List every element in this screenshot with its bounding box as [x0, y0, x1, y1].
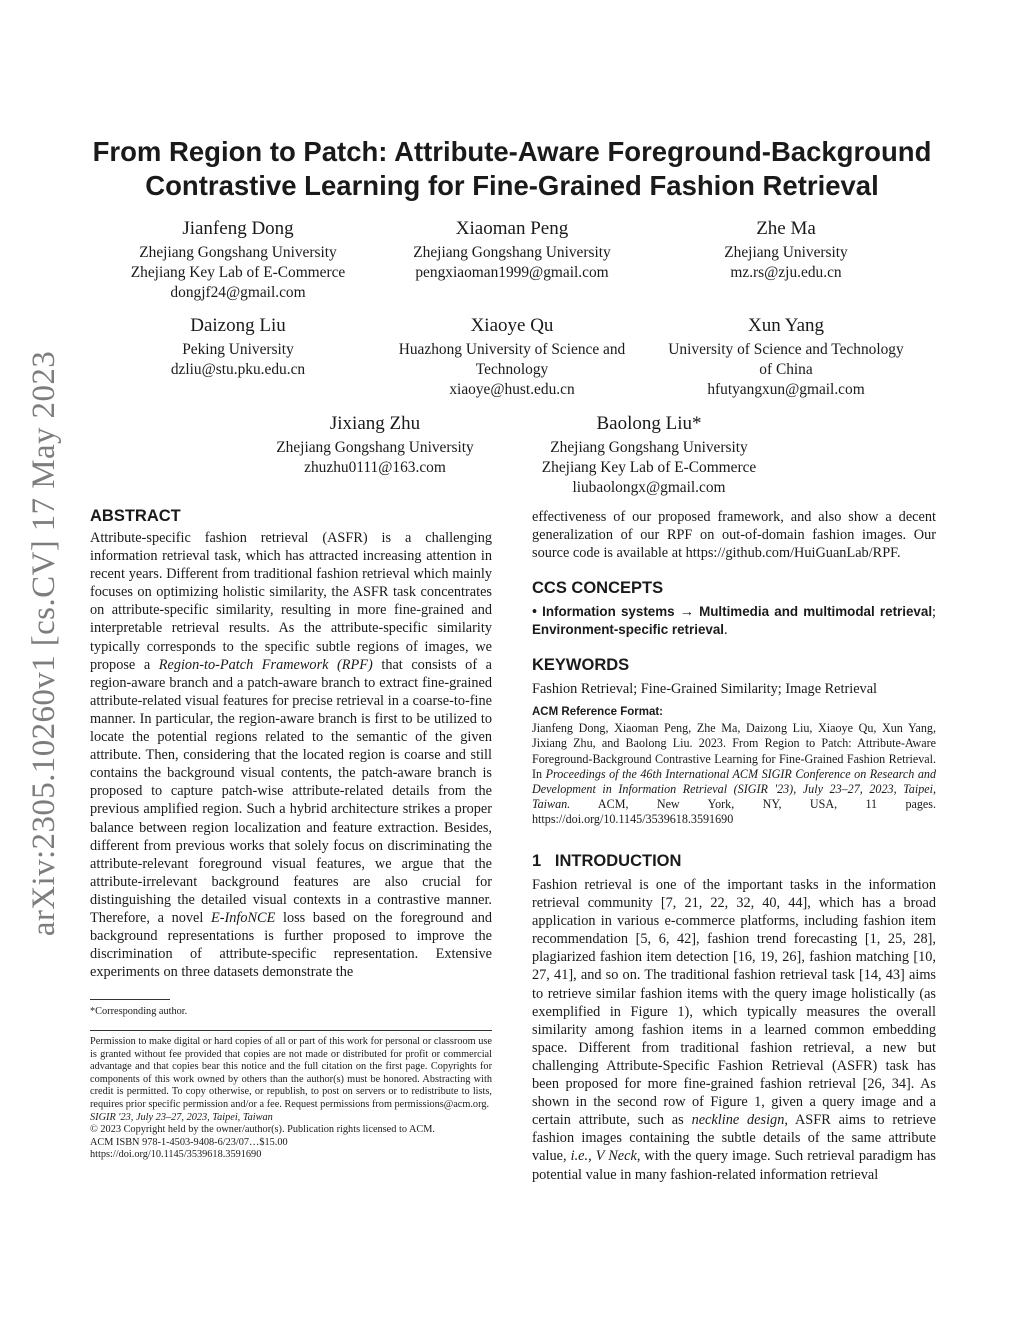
author-block — [372, 217, 652, 283]
author-name: Xiaoye Qu — [470, 315, 554, 336]
footnote-rule — [90, 999, 170, 1000]
ccs-concept: Information systems — [542, 604, 675, 619]
author-email: dzliu@stu.pku.edu.cn — [170, 361, 306, 378]
author-name: Xun Yang — [747, 315, 825, 336]
ccs-heading: CCS CONCEPTS — [532, 579, 664, 597]
ccs-section — [532, 578, 936, 639]
acm-reference-proceedings: Proceedings of the 46th International ACM SIGIR Conference on Research and Development in Information Retrieval (SIGIR '23), July 23–27, 2023, Taipei, Taiwan. — [532, 766, 936, 812]
permission-rule — [90, 1030, 492, 1031]
author-block — [98, 217, 378, 303]
abstract-text-part: Attribute-specific fashion retrieval (ASFR) is a challenging information retrieval task, which has attracted increasing attention in recent years. Different from traditional fashion retrieval which mainly focuses on optimizing holistic similarity, the ASFR task concentrates on attribute-specific similarity, resulting in more fine-grained and interpretable retrieval results. As the attribute-specific similarity typically corresponds to the specific subtle regions of images, we propose a — [90, 530, 492, 673]
abstract-einfonce-term: E-InfoNCE — [211, 909, 276, 926]
arxiv-stamp-text: arXiv:2305.10260v1 [cs.CV] 17 May 2023 — [26, 350, 63, 937]
author-block — [372, 314, 652, 400]
author-affiliation: Zhejiang Gongshang University — [139, 244, 337, 261]
abstract-section — [90, 506, 492, 981]
acm-reference-heading: ACM Reference Format: — [532, 706, 663, 718]
introduction-text-part: , ASFR aims to retrieve fashion images containing the subtle details of the same attribute value, — [532, 1112, 937, 1165]
acm-reference-text — [532, 721, 936, 827]
introduction-text-part: Fashion retrieval is one of the important tasks in the information retrieval community [7, 21, 22, 32, 40, 44], which has a broad application in various e-commerce platforms, including fashion item recommendation [5, 6, 42], fashion trend forecasting [1, 25, 28], plagiarized fashion item detection [16, 19, 26], fashion matching [10, 27, 41], and so on. The traditional fashion retrieval task [14, 43] aims to retrieve similar fashion items with the query image holistically (as exemplified in Figure 1), which typically measures the overall similarity among fashion items in a learned common embedding space. Different from traditional fashion retrieval, a new but challenging Attribute-Specific Fashion Retrieval (ASFR) task has been proposed for more fine-grained fashion retrieval [26, 34]. As shown in the second row of Figure 1, given a query image and a certain attribute, such as — [532, 877, 936, 1129]
author-name: Baolong Liu* — [596, 413, 702, 434]
introduction-text — [532, 876, 936, 1184]
author-email: pengxiaoman1999@gmail.com — [415, 264, 609, 281]
ccs-concept: Multimedia and multimodal retrieval — [699, 604, 933, 619]
author-email: zhuzhu0111@163.com — [304, 459, 446, 476]
ccs-concept: Environment-specific retrieval — [532, 622, 725, 638]
introduction-heading: 1 INTRODUCTION — [532, 852, 682, 870]
title-line-1: From Region to Patch: Attribute-Aware Foreground-Background — [92, 136, 932, 167]
author-affiliation: Zhejiang University — [724, 244, 848, 261]
copyright-line: © 2023 Copyright held by the owner/author(s). Publication rights licensed to ACM. — [90, 1124, 436, 1136]
author-affiliation: Zhejiang Gongshang University — [550, 439, 748, 456]
abstract-text — [90, 529, 492, 981]
abstract-heading: ABSTRACT — [90, 507, 181, 525]
arxiv-stamp — [26, 342, 63, 945]
author-email: dongjf24@gmail.com — [170, 284, 306, 301]
ccs-bullet: • — [532, 604, 538, 620]
author-affiliation: of China — [759, 361, 813, 378]
doi-line: https://doi.org/10.1145/3539618.3591690 — [90, 1149, 262, 1161]
author-name: Xiaoman Peng — [455, 218, 569, 239]
keywords-heading: KEYWORDS — [532, 656, 630, 674]
author-email: mz.rs@zju.edu.cn — [730, 264, 842, 281]
author-affiliation: University of Science and Technology — [668, 341, 904, 358]
author-email: hfutyangxun@gmail.com — [707, 381, 865, 398]
abstract-continuation — [532, 508, 936, 562]
isbn-line: ACM ISBN 978-1-4503-9408-6/23/07…$15.00 — [90, 1136, 288, 1148]
author-name: Jixiang Zhu — [329, 413, 421, 434]
abstract-text-part: that consists of a region-aware branch and a patch-aware branch to extract fine-grained attribute-related visual features for precise retrieval in a coarse-to-fine manner. In particular, the region-aware branch is first to be utilized to locate the potential regions related to the semantic of the given attribute. Then, considering that the located region is coarse and still contains the background visual contents, the patch-aware branch is proposed to capture patch-wise attribute-related details from the previous amplified region. Such a hybrid architecture strikes a proper balance between region localization and feature extraction. Besides, different from previous works that solely focus on discriminating the attribute-relevant foreground visual features, we argue that the attribute-irrelevant background features are also crucial for distinguishing the detailed visual contexts in a contrastive manner. Therefore, a novel — [90, 656, 492, 926]
ccs-separator: ; — [932, 604, 937, 620]
footnote: *Corresponding author. — [90, 1006, 188, 1017]
conference-line: SIGIR '23, July 23–27, 2023, Taipei, Taiwan — [90, 1111, 273, 1123]
author-affiliation: Zhejiang Gongshang University — [413, 244, 611, 261]
author-affiliation: Zhejiang Key Lab of E-Commerce — [130, 264, 346, 281]
author-name: Daizong Liu — [190, 315, 286, 336]
author-block — [646, 217, 926, 283]
author-block — [98, 314, 378, 380]
introduction-section — [532, 851, 936, 1184]
author-affiliation: Zhejiang Key Lab of E-Commerce — [541, 459, 757, 476]
abstract-rpf-term: Region-to-Patch Framework (RPF) — [158, 656, 373, 673]
author-affiliation: Huazhong University of Science and — [398, 341, 626, 358]
permission-block — [90, 1036, 492, 1162]
author-affiliation: Peking University — [182, 341, 294, 358]
title-line-2: Contrastive Learning for Fine-Grained Fashion Retrieval — [145, 170, 879, 201]
abstract-text-part: loss based on the foreground and background representations is further proposed to improve the discrimination of attribute-specific representation. Extensive experiments on three datasets demonstrate the — [90, 909, 492, 981]
author-name: Zhe Ma — [756, 218, 816, 239]
author-affiliation: Zhejiang Gongshang University — [276, 439, 474, 456]
author-email: liubaolongx@gmail.com — [572, 479, 726, 496]
acm-reference — [532, 705, 936, 828]
author-block — [235, 412, 515, 478]
keywords-text: Fashion Retrieval; Fine-Grained Similarity; Image Retrieval — [532, 681, 878, 697]
abstract-continuation-text: effectiveness of our proposed framework, and also show a decent generalization of our RPF on out-of-domain fashion images. Our source code is available at https://github.com/HuiGuanLab/RPF. — [532, 509, 936, 562]
acm-reference-part: ACM, New York, NY, USA, 11 pages. https://doi.org/10.1145/3539618.3591690 — [532, 797, 936, 827]
author-email: xiaoye@hust.edu.cn — [449, 381, 575, 398]
author-block — [646, 314, 926, 400]
author-name: Jianfeng Dong — [182, 218, 294, 239]
introduction-neckline-term: neckline design — [691, 1112, 785, 1129]
author-block — [509, 412, 789, 498]
paper-title — [70, 135, 954, 203]
introduction-vneck-term: i.e., V Neck — [570, 1148, 637, 1165]
introduction-text-part: , with the query image. Such retrieval paradigm has potential value in many fashion-related information retrieval — [532, 1148, 936, 1183]
arrow-icon: → — [679, 604, 694, 620]
keywords-section — [532, 655, 936, 698]
author-affiliation: Technology — [475, 361, 549, 378]
ccs-end: . — [724, 622, 728, 639]
ccs-text — [532, 603, 936, 639]
permission-text: Permission to make digital or hard copies of all or part of this work for personal or classroom use is granted without fee provided that copies are not made or distributed for profit or commercial advantage and that copies bear this notice and the full citation on the first page. Copyrights for components of this work owned by others than the author(s) must be honored. Abstracting with credit is permitted. To copy otherwise, or republish, to post on servers or to redistribute to lists, requires prior specific permission and/or a fee. Request permissions from permissions@acm.org. — [90, 1036, 492, 1110]
acm-reference-part: Jianfeng Dong, Xiaoman Peng, Zhe Ma, Daizong Liu, Xiaoye Qu, Xun Yang, Jixiang Zhu, and Baolong Liu. 2023. From Region to Patch: Attribute-Aware Foreground-Background Contrastive Learning for Fine-Grained Fashion Retrieval. In — [532, 721, 936, 781]
